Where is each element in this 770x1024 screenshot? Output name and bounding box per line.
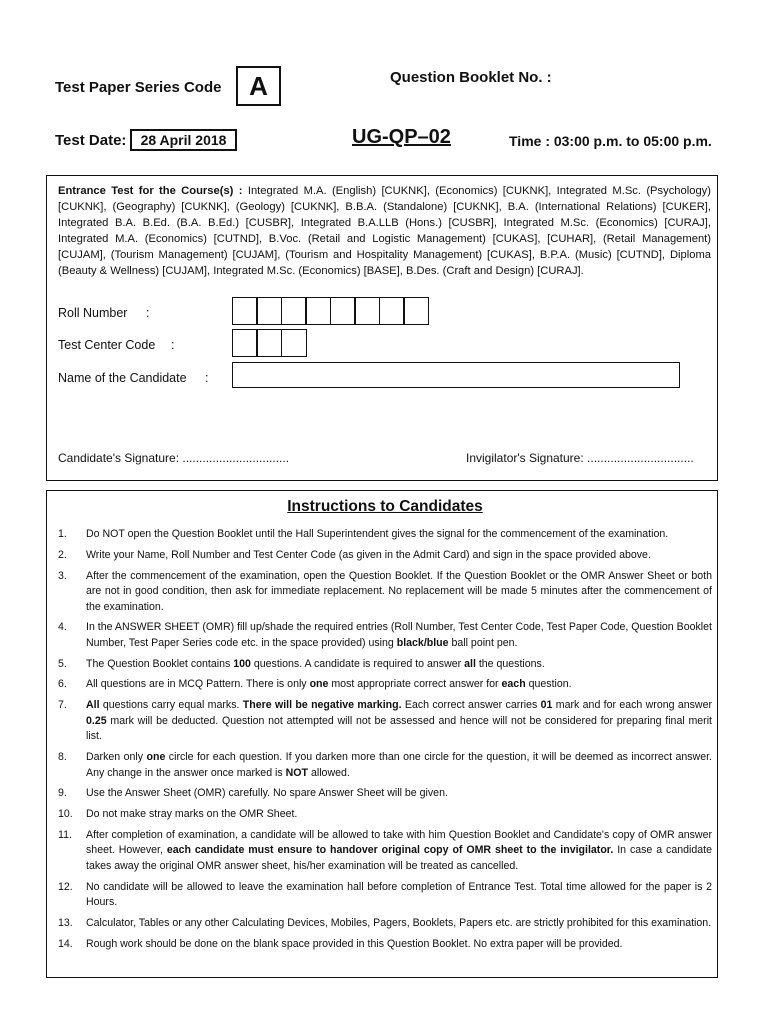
instruction-item xyxy=(58,527,712,543)
instruction-item xyxy=(58,750,712,781)
instructions-list xyxy=(58,527,712,958)
instruction-number: 6. xyxy=(58,678,67,691)
instructions-title: Instructions to Candidates xyxy=(287,498,483,515)
center-digit-box[interactable] xyxy=(256,329,282,357)
instruction-text-run: All questions are in MCQ Pattern. There is only xyxy=(86,678,310,691)
exam-time: Time : 03:00 p.m. to 05:00 p.m. xyxy=(509,133,712,149)
instruction-bold-text: each xyxy=(501,678,526,691)
instruction-text-run: allowed. xyxy=(308,766,350,779)
instruction-text xyxy=(86,548,712,564)
courses-text: Integrated M.A. (English) [CUKNK], (Economics) [CUKNK], Integrated M.Sc. (Psychology) [CUKNK], (Geography) [CUKNK], (Geology) [CUKNK], B.B.A. (Standalone) [CUKNK], B.A. (International Relations) [CUKER], Integrated B.A. B.Ed. (B.A. B.Ed.) [CUSBR], Integrated B.A.LLB (Hons.) [CUSBR], Integrated M.Sc. (Economics) [CURAJ], Integrated M.A. (Economics) [CUTND], B.Voc. (Retail and Logistic Management) [CUKAS], [CUHAR], (Retail Management) [CUJAM], (Tourism Management) [CUJAM], (Tourism and Hospitality Management) [CUKAS], B.P.A. (Music) [CUTND], Diploma (Beauty & Wellness) [CUJAM], Integrated M.Sc. (Economics) [BASE], B.Des. (Craft and Design) [CURAJ]. xyxy=(58,185,711,277)
instruction-text-run: the questions. xyxy=(475,657,545,670)
instruction-text xyxy=(86,937,712,953)
instruction-text xyxy=(86,677,712,693)
center-digit-box[interactable] xyxy=(281,329,307,357)
booklet-number-label: Question Booklet No. : xyxy=(390,69,552,86)
instruction-text-run: most appropriate correct answer for xyxy=(328,678,502,691)
instruction-number: 12. xyxy=(58,880,73,893)
instruction-number: 5. xyxy=(58,657,67,670)
instruction-text-run: mark and for each wrong answer xyxy=(552,699,712,712)
instruction-number: 2. xyxy=(58,548,67,561)
instruction-text-run: Do not make stray marks on the OMR Sheet. xyxy=(86,808,298,821)
instruction-bold-text: each candidate must ensure to handover original copy of OMR sheet to the invigilator. xyxy=(166,844,614,857)
candidate-name-label: Name of the Candidate xyxy=(58,371,187,385)
instruction-text xyxy=(86,620,712,651)
roll-number-label: Roll Number xyxy=(58,306,128,320)
candidate-signature-line: Candidate's Signature: ................................ xyxy=(58,451,290,465)
instruction-number: 4. xyxy=(58,621,67,634)
instruction-bold-text: one xyxy=(309,678,329,691)
instruction-text-run: In the ANSWER SHEET (OMR) fill up/shade the required entries (Roll Number, Test Center Code, Test Paper Code, Question Booklet Number, Test Paper Series code etc. in the space provided) using xyxy=(86,621,712,649)
test-date-label: Test Date: xyxy=(55,132,127,149)
instruction-text-run: After completion of examination, a candidate will be allowed to take with him Question Booklet and Candidate's copy of OMR answer sheet. However, xyxy=(86,828,712,857)
instruction-number: 3. xyxy=(58,569,67,582)
test-center-colon: : xyxy=(171,338,175,352)
instruction-text xyxy=(86,916,712,932)
instruction-text-run: In case a candidate takes away the original OMR answer sheet, his/her examination will be treated as cancelled. xyxy=(86,844,712,872)
instruction-text xyxy=(86,828,712,875)
instruction-bold-text: NOT xyxy=(285,766,309,779)
roll-digit-box[interactable] xyxy=(305,297,331,325)
instruction-item xyxy=(58,677,712,693)
instruction-text-run: ball point pen. xyxy=(448,636,518,649)
roll-number-input[interactable] xyxy=(233,297,429,325)
instruction-text-run: Write your Name, Roll Number and Test Center Code (as given in the Admit Card) and sign in the space provided above. xyxy=(86,548,651,561)
instruction-text xyxy=(86,750,712,781)
instruction-bold-text: black/blue xyxy=(396,636,449,649)
instruction-text-run: Calculator, Tables or any other Calculating Devices, Mobiles, Pagers, Booklets, Papers etc. are strictly prohibited for this examination. xyxy=(86,917,712,930)
courses-label: Entrance Test for the Course(s) : xyxy=(58,185,243,197)
instruction-number: 8. xyxy=(58,751,67,764)
instruction-text-run: mark will be deducted. Question not attempted will not be assessed and hence will not be considered for preparing final merit list. xyxy=(86,714,712,743)
test-center-input[interactable] xyxy=(233,329,307,357)
instruction-bold-text: All xyxy=(86,699,100,712)
instruction-text-run: Do NOT open the Question Booklet until the Hall Superintendent gives the signal for the commencement of the examination. xyxy=(86,528,669,540)
instruction-text-run: question. xyxy=(525,678,572,691)
instruction-text xyxy=(86,807,712,823)
instruction-number: 1. xyxy=(58,528,67,540)
instruction-bold-text: all xyxy=(464,657,476,670)
instruction-item xyxy=(58,620,712,651)
series-code-box: A xyxy=(236,66,281,106)
series-code-label: Test Paper Series Code xyxy=(55,79,222,96)
instruction-text-run: The Question Booklet contains xyxy=(86,657,234,670)
roll-digit-box[interactable] xyxy=(232,297,258,325)
instruction-text-run: Use the Answer Sheet (OMR) carefully. No spare Answer Sheet will be given. xyxy=(86,787,448,800)
invigilator-signature-line: Invigilator's Signature: ................................ xyxy=(466,451,694,465)
instruction-text xyxy=(86,786,712,802)
instruction-item xyxy=(58,569,712,616)
instruction-text-run: After the commencement of the examination, open the Question Booklet. If the Question Booklet or the OMR Answer Sheet or both are not in good condition, then ask for immediate replacement. No replacement will be made 5 minutes after the commencement of the examination. xyxy=(86,569,712,613)
instruction-item xyxy=(58,880,712,911)
instruction-text xyxy=(86,880,712,911)
instruction-text-run: questions carry equal marks. xyxy=(99,699,243,712)
instruction-item xyxy=(58,807,712,823)
instruction-number: 9. xyxy=(58,787,67,800)
paper-code: UG-QP–02 xyxy=(352,126,451,148)
roll-digit-box[interactable] xyxy=(403,297,429,325)
instruction-item xyxy=(58,548,712,564)
instruction-text-run: No candidate will be allowed to leave the examination hall before completion of Entrance Test. Total time allowed for the paper is 2 Hours. xyxy=(86,880,712,909)
instruction-text-run: Darken only xyxy=(86,751,147,764)
instruction-item xyxy=(58,698,712,745)
instruction-number: 11. xyxy=(58,828,72,841)
instruction-text-run: Each correct answer carries xyxy=(401,699,541,712)
instruction-bold-text: There will be negative marking. xyxy=(242,699,402,712)
courses-description xyxy=(58,183,711,279)
instruction-text xyxy=(86,657,712,673)
instruction-number: 10. xyxy=(58,808,73,821)
roll-digit-box[interactable] xyxy=(354,297,380,325)
instruction-text xyxy=(86,698,712,745)
candidate-name-input[interactable] xyxy=(232,362,680,388)
instruction-number: 13. xyxy=(58,917,73,930)
instruction-item xyxy=(58,916,712,932)
roll-digit-box[interactable] xyxy=(256,297,282,325)
instruction-number: 14. xyxy=(58,937,73,950)
instruction-text-run: Rough work should be done on the blank space provided in this Question Booklet. No extra paper will be provided. xyxy=(86,937,623,950)
instruction-item xyxy=(58,937,712,953)
roll-digit-box[interactable] xyxy=(330,297,356,325)
candidate-name-colon: : xyxy=(205,371,209,385)
instruction-text xyxy=(86,527,712,543)
roll-number-colon: : xyxy=(146,306,150,320)
instruction-text-run: questions. A candidate is required to answer xyxy=(250,657,465,670)
instruction-text-run: circle for each question. If you darken more than one circle for the question, it will be deemed as incorrect answer. Any change in the answer once marked is xyxy=(86,751,712,779)
test-date-value: 28 April 2018 xyxy=(130,129,237,151)
roll-digit-box[interactable] xyxy=(379,297,405,325)
center-digit-box[interactable] xyxy=(232,329,258,357)
roll-digit-box[interactable] xyxy=(281,297,307,325)
instruction-item xyxy=(58,828,712,875)
instruction-item xyxy=(58,786,712,802)
instruction-item xyxy=(58,657,712,673)
instruction-bold-text: one xyxy=(146,751,166,764)
instruction-bold-text: 01 xyxy=(540,699,553,712)
instruction-number: 7. xyxy=(58,699,67,712)
instruction-bold-text: 0.25 xyxy=(86,714,107,727)
instruction-text xyxy=(86,569,712,616)
instruction-bold-text: 100 xyxy=(233,657,251,670)
test-center-label: Test Center Code xyxy=(58,338,156,352)
